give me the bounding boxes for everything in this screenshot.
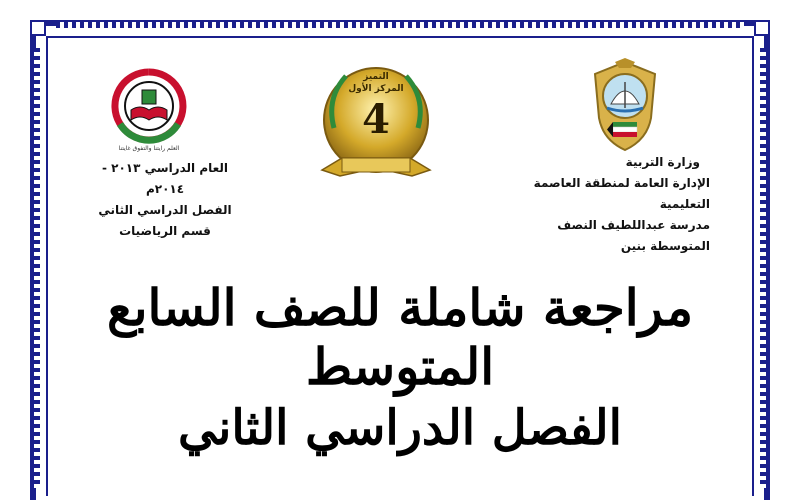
border-corner-top-left: [30, 20, 46, 36]
badge-label-2: المركز الأول: [348, 84, 404, 94]
page-title: مراجعة شاملة للصف السابع المتوسط: [107, 278, 693, 396]
ministry-emblem-icon: [585, 58, 665, 154]
school-name: مدرسة عبداللطيف النصف المتوسطة بنين: [557, 218, 710, 253]
semester-label: الفصل الدراسي الثاني: [98, 203, 232, 217]
term-info: [95, 158, 235, 242]
academic-year: العام الدراسي ٢٠١٣ - ٢٠١٤م: [101, 161, 229, 196]
svg-text:العلم رايتنا والتفوق غايتنا: العلم رايتنا والتفوق غايتنا: [118, 145, 180, 152]
border-stripe-left: [34, 48, 40, 488]
department-logo-icon: [108, 66, 190, 156]
badge-number: 4: [362, 96, 390, 143]
border-stripe-right: [760, 48, 766, 488]
page-subtitle: الفصل الدراسي الثاني: [178, 400, 622, 456]
department-name: قسم الرياضيات: [119, 224, 211, 238]
border-corner-top-right: [754, 20, 770, 36]
district-name: الإدارة العامة لمنطقة العاصمة التعليمية: [533, 176, 710, 211]
ministry-name: وزارة التربية: [625, 155, 700, 169]
badge-label-1: التميز: [363, 72, 389, 82]
border-stripe-top: [56, 22, 744, 28]
school-info: [520, 152, 710, 257]
